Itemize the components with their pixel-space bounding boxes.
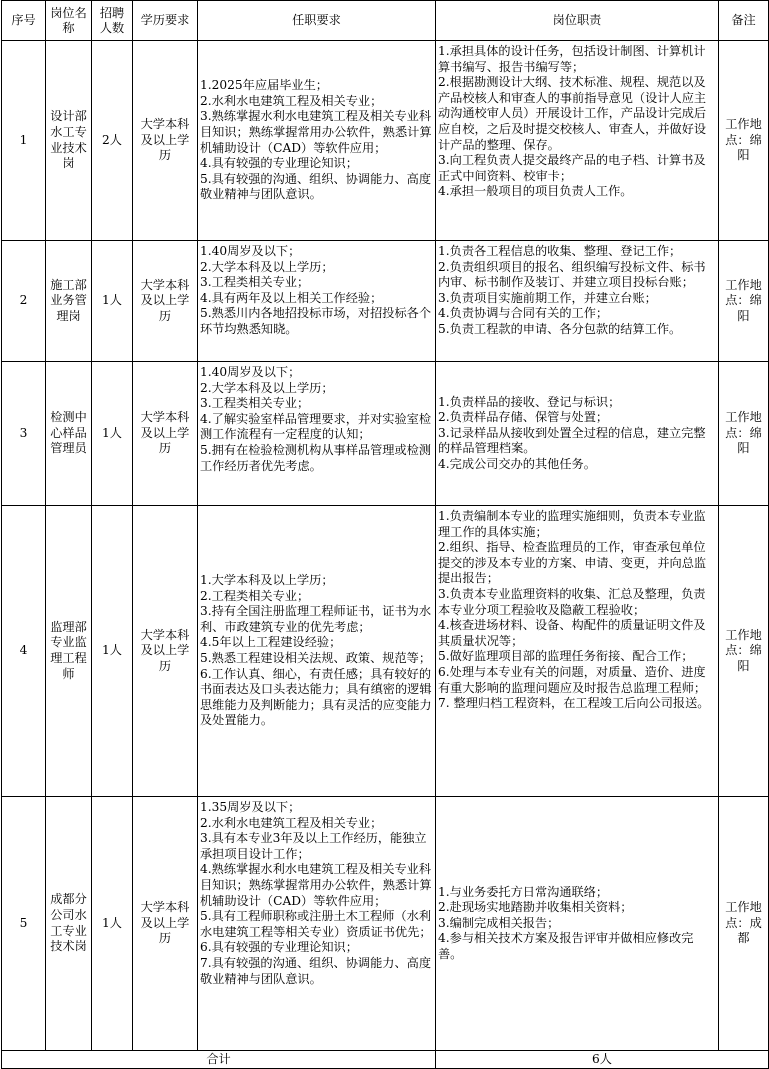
requirement-item: 1.35周岁及以下； xyxy=(200,800,301,814)
row-edu: 大学本科及以上学历 xyxy=(133,41,198,241)
requirement-item: 5.具有工程师职称或注册土木工程师（水利水电建筑工程等相关专业）资质证书优先； xyxy=(200,909,432,939)
row-requirements xyxy=(198,41,436,241)
total-label: 合计 xyxy=(2,1051,436,1069)
recruitment-table xyxy=(1,0,769,1069)
row-note: 工作地点：绵阳 xyxy=(719,41,769,241)
total-value: 6人 xyxy=(436,1051,769,1069)
duty-item: 2.负责组织项目的报名、组织编写投标文件、标书内审、标书制作及装订、并建立项目投标台账； xyxy=(438,259,706,290)
header-note: 备注 xyxy=(719,1,769,41)
duty-item: 1.负责样品的接收、登记与标识； xyxy=(438,394,621,409)
duty-item: 6.处理与本专业有关的问题，对质量、造价、进度有重大影响的监理问题应及时报告总监理工程师； xyxy=(438,664,707,695)
requirement-item: 5.熟悉川内各地招投标市场，对招投标各个环节均熟悉知晓。 xyxy=(200,306,432,336)
requirement-item: 3.具有本专业3年及以上工作经历，能独立承担项目设计工作； xyxy=(200,831,427,861)
row-no: 3 xyxy=(2,362,46,506)
requirement-item: 1.40周岁及以下； xyxy=(200,244,301,258)
table-row xyxy=(2,506,769,797)
table-row xyxy=(2,797,769,1051)
duty-item: 2.负责样品存储、保管与处置； xyxy=(438,410,609,425)
table-row xyxy=(2,241,769,362)
row-count: 1人 xyxy=(92,241,133,362)
row-requirements xyxy=(198,362,436,506)
requirement-item: 2.水利水电建筑工程及相关专业； xyxy=(200,93,383,108)
row-requirements xyxy=(198,241,436,362)
row-duties xyxy=(436,797,719,1051)
row-count: 1人 xyxy=(92,797,133,1051)
duty-item: 5.做好监理项目部的监理任务衔接、配合工作； xyxy=(438,649,694,664)
row-edu: 大学本科及以上学历 xyxy=(133,362,198,506)
row-duties xyxy=(436,241,719,362)
row-no: 2 xyxy=(2,241,46,362)
row-duties xyxy=(436,506,719,797)
row-edu: 大学本科及以上学历 xyxy=(133,506,198,797)
requirement-item: 6.工作认真、细心，有责任感；具有较好的书面表达及口头表达能力；具有缜密的逻辑思维能力及判断能力；具有灵活的应变能力及处置能力。 xyxy=(200,666,432,728)
requirement-item: 2.工程类相关专业； xyxy=(200,588,310,603)
row-note: 工作地点：成都 xyxy=(719,797,769,1051)
row-requirements xyxy=(198,797,436,1051)
header-no: 序号 xyxy=(2,1,46,41)
requirement-item: 4.具有两年及以上相关工作经验； xyxy=(200,290,383,305)
row-note: 工作地点：绵阳 xyxy=(719,506,769,797)
row-duties xyxy=(436,362,719,506)
duty-item: 3.负责本专业监理资料的收集、汇总及整理，负责本专业分项工程验收及隐蔽工程验收； xyxy=(438,586,706,617)
duty-item: 4.承担一般项目的项目负责人工作。 xyxy=(438,184,633,199)
requirement-item: 2.大学本科及以上学历； xyxy=(200,259,334,274)
header-requirements: 任职要求 xyxy=(198,1,436,41)
row-title: 施工部业务管理岗 xyxy=(46,241,92,362)
row-count: 2人 xyxy=(92,41,133,241)
requirement-item: 7.具有较强的沟通、组织、协调能力、高度敬业精神与团队意识。 xyxy=(200,955,432,986)
requirement-item: 1.大学本科及以上学历； xyxy=(200,573,334,588)
row-note: 工作地点：绵阳 xyxy=(719,362,769,506)
requirement-item: 4.熟练掌握水利水电建筑工程及相关专业科目知识；熟练掌握常用办公软件，熟悉计算机辅助设计（CAD）等软件应用； xyxy=(200,862,432,908)
row-no: 5 xyxy=(2,797,46,1051)
duty-item: 2.根据勘测设计大纲、技术标准、规程、规范以及产品校核人和审查人的事前指导意见（设计人应主动沟通校审人员）开展设计工作，产品设计完成后应自校，之后及时提交校核人、审查人，并做好设计产品的整理、保存。 xyxy=(438,75,707,152)
requirement-item: 2.水利水电建筑工程及相关专业； xyxy=(200,815,383,830)
duty-item: 3.记录样品从接收到处置全过程的信息，建立完整的样品管理档案。 xyxy=(438,425,706,456)
row-count: 1人 xyxy=(92,362,133,506)
duty-item: 7. 整理归档工程资料，在工程竣工后向公司报送。 xyxy=(438,696,710,711)
row-note: 工作地点：绵阳 xyxy=(719,241,769,362)
duty-item: 5.负责工程款的申请、各分包款的结算工作。 xyxy=(438,321,682,336)
duty-item: 3.向工程负责人提交最终产品的电子档、计算书及正式中间资料、校审卡； xyxy=(438,153,706,183)
row-title: 成都分公司水工专业技术岗 xyxy=(46,797,92,1051)
duty-item: 1.与业务委托方日常沟通联络； xyxy=(438,884,609,899)
requirement-item: 5.熟悉工程建设相关法规、政策、规范等； xyxy=(200,651,432,665)
requirement-item: 1.2025年应届毕业生； xyxy=(200,78,328,93)
duty-item: 2.赴现场实地踏勘并收集相关资料； xyxy=(438,900,633,915)
duty-item: 3.编制完成相关报告； xyxy=(438,915,560,930)
header-count: 招聘人数 xyxy=(92,1,133,41)
header-duties: 岗位职责 xyxy=(436,1,719,41)
row-edu: 大学本科及以上学历 xyxy=(133,797,198,1051)
requirement-item: 5.具有较强的沟通、组织、协调能力、高度敬业精神与团队意识。 xyxy=(200,171,432,202)
table-row xyxy=(2,41,769,241)
duty-item: 2.组织、指导、检查监理员的工作，审查承包单位提交的涉及本专业的方案、申请、变更，并向总监提出报告； xyxy=(438,540,707,586)
requirement-item: 2.大学本科及以上学历； xyxy=(200,380,334,395)
requirement-item: 4.了解实验室样品管理要求，并对实验室检测工作流程有一定程度的认知； xyxy=(200,411,432,442)
requirement-item: 3.熟练掌握水利水电建筑工程及相关专业科目知识；熟练掌握常用办公软件，熟悉计算机辅助设计（CAD）等软件应用； xyxy=(200,109,432,155)
row-duties xyxy=(436,41,719,241)
row-edu: 大学本科及以上学历 xyxy=(133,241,198,362)
row-title: 监理部专业监理工程师 xyxy=(46,506,92,797)
requirement-item: 4.具有较强的专业理论知识； xyxy=(200,156,358,171)
requirement-item: 6.具有较强的专业理论知识； xyxy=(200,940,358,955)
duty-item: 4.核查进场材料、设备、构配件的质量证明文件及其质量状况等； xyxy=(438,618,706,648)
duty-item: 4.完成公司交办的其他任务。 xyxy=(438,456,596,471)
duty-item: 4.参与相关技术方案及报告评审并做相应修改完善。 xyxy=(438,931,694,961)
row-no: 4 xyxy=(2,506,46,797)
duty-item: 1.承担具体的设计任务，包括设计制图、计算机计算书编写、报告书编写等； xyxy=(438,44,706,74)
total-row xyxy=(2,1051,769,1069)
row-title: 检测中心样品管理员 xyxy=(46,362,92,506)
duty-item: 1.负责各工程信息的收集、整理、登记工作； xyxy=(438,244,682,258)
row-no: 1 xyxy=(2,41,46,241)
header-title: 岗位名称 xyxy=(46,1,92,41)
duty-item: 3.负责项目实施前期工作，并建立台账； xyxy=(438,290,657,305)
row-requirements xyxy=(198,506,436,797)
row-title: 设计部水工专业技术岗 xyxy=(46,41,92,241)
requirement-item: 3.工程类相关专业； xyxy=(200,396,310,411)
duty-item: 4.负责协调与合同有关的工作； xyxy=(438,306,609,321)
duty-item: 1.负责编制本专业的监理实施细则，负责本专业监理工作的具体实施； xyxy=(438,509,706,539)
requirement-item: 3.工程类相关专业； xyxy=(200,275,310,290)
requirement-item: 1.40周岁及以下； xyxy=(200,365,301,379)
requirement-item: 4.5年以上工程建设经验； xyxy=(200,635,342,650)
header-edu: 学历要求 xyxy=(133,1,198,41)
table-row xyxy=(2,362,769,506)
row-count: 1人 xyxy=(92,506,133,797)
requirement-item: 5.拥有在检验检测机构从事样品管理或检测工作经历者优先考虑。 xyxy=(200,442,432,473)
requirement-item: 3.持有全国注册监理工程师证书，证书为水利、市政建筑专业的优先考虑； xyxy=(200,604,432,634)
header-row xyxy=(2,1,769,41)
